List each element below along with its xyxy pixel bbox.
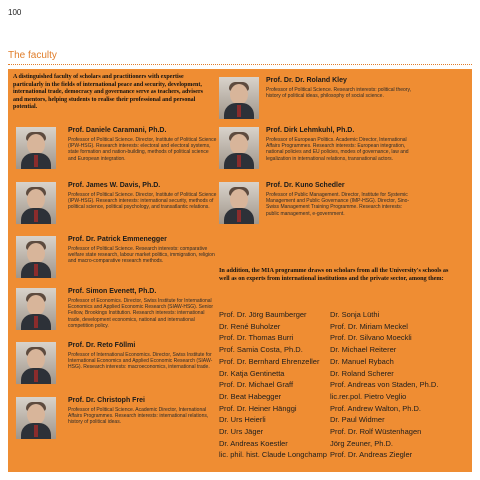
list-item: Prof. Dr. Michael Graff <box>219 380 294 390</box>
faculty-name: Prof. Dr. Patrick Emmenegger <box>68 236 167 243</box>
faculty-description: Professor of Political Science. Director, Institute of Political Science (IPW-HSG). Research interests: international security, methods of political science, political psychology, and transatlantic relations. <box>68 192 217 211</box>
list-item: Dr. Urs Jäger <box>219 427 264 437</box>
list-item: Dr. Beat Habegger <box>219 391 282 401</box>
section-title: The faculty <box>8 50 57 61</box>
faculty-photo <box>16 127 56 169</box>
faculty-description: Professor of Political Science. Research interests: comparative welfare state research, labour market politics, immigration, religion and macro-comparative research methods. <box>68 246 215 265</box>
faculty-photo <box>219 77 259 119</box>
list-item: Prof. Dr. Rolf Wüstenhagen <box>330 427 422 437</box>
faculty-description: Professor of Political Science. Director, Institute of Political Science (IPW-HSG). Research interests: electoral and electoral systems, state formation and nation-building, methods of political science and European integration. <box>68 137 217 162</box>
list-item: Dr. Paul Widmer <box>330 415 385 425</box>
faculty-name: Prof. Simon Evenett, Ph.D. <box>68 288 157 295</box>
faculty-name: Prof. Dirk Lehmkuhl, Ph.D. <box>266 127 355 134</box>
list-item: Prof. Dr. Miriam Meckel <box>330 321 408 331</box>
additional-faculty-intro: In addition, the MIA programme draws on scholars from all the University's schools as well as on experts from international institutions and the private sector, among them: <box>219 267 449 282</box>
list-item: Dr. Michael Reiterer <box>330 345 397 355</box>
faculty-photo <box>16 236 56 278</box>
list-item: Dr. Andreas Koestler <box>219 438 288 448</box>
list-item: Prof. Andreas von Staden, Ph.D. <box>330 380 439 390</box>
faculty-description: Professor of Public Management. Director, Institute for Systemic Management and Public Governance (IMP-HSG). Director, Sino-Swiss Management Training Programme. Research interests: public management, e-government. <box>266 192 410 217</box>
list-item: Dr. Katja Gentinetta <box>219 368 285 378</box>
list-item: Dr. Urs Heierli <box>219 415 266 425</box>
faculty-description: Professor of Political Science. Research interests: political theory, history of political ideas, philosophy of social science. <box>266 87 411 100</box>
list-item: Prof. Dr. Bernhard Ehrenzeller <box>219 356 320 366</box>
list-item: Dr. René Buholzer <box>219 321 281 331</box>
faculty-photo <box>16 288 56 330</box>
faculty-photo <box>219 127 259 169</box>
faculty-name: Prof. Dr. Kuno Schedler <box>266 182 345 189</box>
list-item: Prof. Andrew Walton, Ph.D. <box>330 403 422 413</box>
faculty-name: Prof. Dr. Christoph Frei <box>68 397 146 404</box>
title-divider <box>8 64 472 65</box>
faculty-description: Professor of European Politics. Academic Director, International Affairs Programmes. Research interests: European integration, national policies and EU policies, modes of governance, law and legalization in international relations, transnational actors. <box>266 137 409 162</box>
faculty-photo <box>219 182 259 224</box>
list-item: Prof. Dr. Silvano Moeckli <box>330 333 412 343</box>
list-item: Dr. Sonja Lüthi <box>330 310 380 319</box>
faculty-photo <box>16 182 56 224</box>
list-item: Prof. Samia Costa, Ph.D. <box>219 345 303 355</box>
faculty-description: Professor of Political Science. Academic Director, International Affairs Programmes. Research interests: international relations, history of political ideas. <box>68 407 209 426</box>
faculty-photo <box>16 397 56 439</box>
list-item: Jörg Zeuner, Ph.D. <box>330 438 393 448</box>
faculty-description: Professor of Economics. Director, Swiss Institute for International Economics and Applied Economic Research (SIAW-HSG). Senior Fellow, Brookings Institution. Research interests: international trade, development economics, national and international competition policy. <box>68 298 214 329</box>
list-item: Prof. Dr. Andreas Ziegler <box>330 450 413 460</box>
faculty-description: Professor of International Economics. Director, Swiss Institute for International Economics and Applied Economic Research (SIAW-HSG). Research interests: macroeconomics, international trade. <box>68 352 213 371</box>
faculty-name: Prof. James W. Davis, Ph.D. <box>68 182 161 189</box>
faculty-name: Prof. Dr. Reto Föllmi <box>68 342 136 349</box>
additional-faculty-list-right <box>330 309 438 461</box>
list-item: Dr. Roland Scherer <box>330 368 394 378</box>
page-number: 100 <box>8 8 22 17</box>
faculty-name: Prof. Daniele Caramani, Ph.D. <box>68 127 167 134</box>
list-item: Prof. Dr. Heiner Hänggi <box>219 403 297 413</box>
list-item: lic.rer.pol. Pietro Veglio <box>330 391 407 401</box>
intro-text: A distinguished faculty of scholars and practitioners with expertise particularly in the fields of international peace and security, development, international trade, democracy and governance serve as teachers, advisers and mentors, helping students to realise their professional and personal potential. <box>13 74 203 111</box>
list-item: Prof. Dr. Jörg Baumberger <box>219 310 307 319</box>
faculty-name: Prof. Dr. Dr. Roland Kley <box>266 77 347 84</box>
list-item: Prof. Dr. Thomas Burri <box>219 333 294 343</box>
list-item: lic. phil. hist. Claude Longchamp <box>219 450 327 460</box>
list-item: Dr. Manuel Rybach <box>330 356 394 366</box>
faculty-photo <box>16 342 56 384</box>
additional-faculty-list-left <box>219 309 327 461</box>
